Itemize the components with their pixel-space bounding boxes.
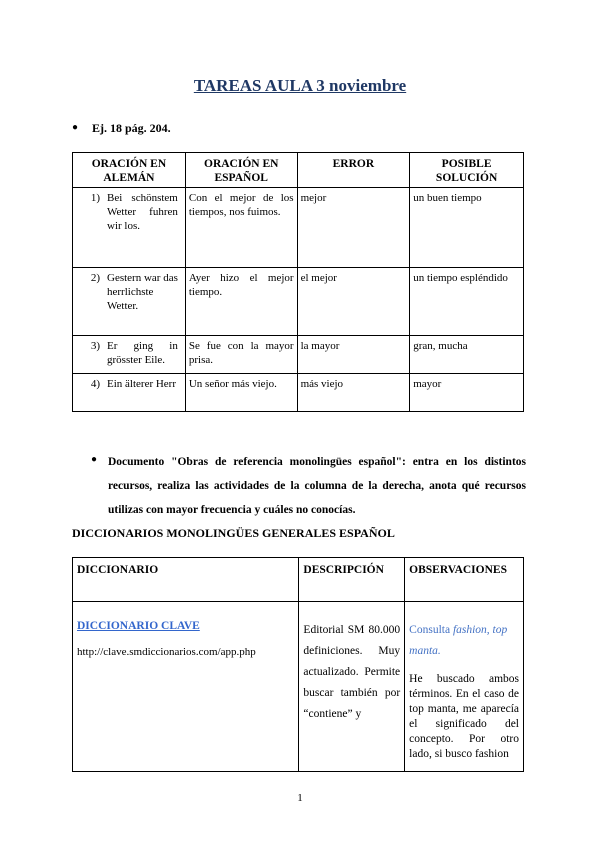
spanish-sentence: Se fue con la mayor prisa. [185, 336, 297, 374]
spanish-sentence: Un señor más viejo. [185, 374, 297, 412]
row-number: 1) [90, 192, 100, 204]
error-cell: mejor [297, 188, 410, 268]
dictionary-url: http://clave.smdiccionarios.com/app.php [77, 646, 256, 658]
page-number: 1 [297, 792, 303, 804]
error-cell: más viejo [297, 374, 410, 412]
row-number: 2) [90, 272, 100, 284]
header-descripcion: DESCRIPCIÓN [299, 558, 405, 602]
header-observaciones: OBSERVACIONES [405, 558, 524, 602]
header-aleman: ORACIÓN EN ALEMÁN [73, 153, 186, 188]
solution-cell: un tiempo espléndido [410, 268, 524, 336]
dictionary-link[interactable]: DICCIONARIO CLAVE [77, 620, 200, 632]
bullet-icon: ● [91, 454, 98, 465]
header-espanol: ORACIÓN EN ESPAÑOL [185, 153, 297, 188]
spanish-sentence: Con el mejor de los tiempos, nos fuimos. [185, 188, 297, 268]
table-row [73, 602, 524, 772]
table-row [73, 374, 524, 412]
bullet-icon: ● [72, 122, 79, 133]
solution-cell: mayor [410, 374, 524, 412]
row-number: 3) [90, 340, 100, 352]
observation-text: He buscado ambos términos. En el caso de top manta, me aparecía el significado del concepto. Por otro lado, si busco fashion [409, 673, 519, 760]
prompt-terms: fashion, top manta. [409, 624, 508, 657]
header-solucion: POSIBLE SOLUCIÓN [410, 153, 524, 188]
page-title: TAREAS AULA 3 noviembre [193, 76, 407, 95]
dictionary-table [72, 557, 524, 772]
table-row [73, 336, 524, 374]
prompt-verb: Consulta [409, 624, 453, 636]
table-header-row [73, 558, 524, 602]
german-sentence: Er ging in grösster Eile. [107, 340, 178, 366]
translation-table [72, 152, 524, 412]
german-sentence: Gestern war das herrlichste Wetter. [107, 272, 178, 312]
observation-prompt [409, 620, 519, 662]
spanish-sentence: Ayer hizo el mejor tiempo. [185, 268, 297, 336]
section-heading: DICCIONARIOS MONOLINGÜES GENERALES ESPAÑOL [72, 526, 395, 540]
solution-cell: un buen tiempo [410, 188, 524, 268]
header-error: ERROR [297, 153, 410, 188]
table-header-row [73, 153, 524, 188]
bullet-document-instructions: Documento "Obras de referencia monolingües español": entra en los distintos recursos, realiza las actividades de la columna de la derecha, anota qué recursos utilizas con mayor frecuencia y cuáles no conocías. [108, 456, 526, 516]
error-cell: el mejor [297, 268, 410, 336]
bullet-exercise-text: Ej. 18 pág. 204. [92, 121, 171, 135]
solution-cell: gran, mucha [410, 336, 524, 374]
table-row [73, 188, 524, 268]
table-row [73, 268, 524, 336]
description-cell: Editorial SM 80.000 definiciones. Muy actualizado. Permite buscar también por “contiene” y [299, 602, 405, 772]
header-diccionario: DICCIONARIO [73, 558, 299, 602]
row-number: 4) [90, 378, 100, 390]
german-sentence: Ein älterer Herr [107, 378, 177, 390]
german-sentence: Bei schönstem Wetter fuhren wir los. [107, 192, 178, 232]
error-cell: la mayor [297, 336, 410, 374]
bullet-exercise [72, 121, 171, 136]
